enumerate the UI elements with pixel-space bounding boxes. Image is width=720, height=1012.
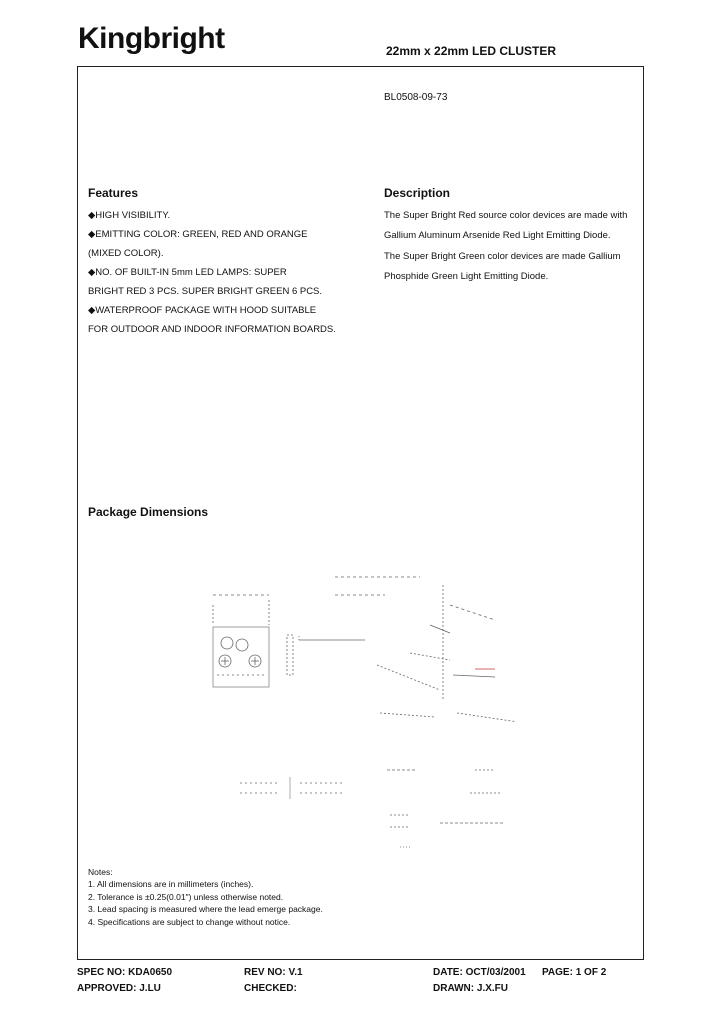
page-value: 1 OF 2 [575,967,607,978]
description-line: Gallium Aluminum Arsenide Red Light Emitting Diode. [384,230,611,241]
feature-line: (MIXED COLOR). [88,248,164,259]
note-item: 3. Lead spacing is measured where the lead emerge package. [88,904,323,915]
note-item: 4. Specifications are subject to change without notice. [88,916,291,927]
description-title: Description [384,186,451,200]
spec-no-label: SPEC NO: [77,967,126,978]
spec-no-value: KDA0650 [128,967,173,978]
checked [244,983,297,994]
spec-no [77,967,172,978]
description-line: The Super Bright Red source color devices are made with [384,210,628,221]
approved [77,983,161,994]
approved-label: APPROVED: [77,983,137,994]
package-dimensions-title: Package Dimensions [88,505,209,519]
rev-no-label: REV NO: [244,967,286,978]
date [433,967,526,978]
notes [88,866,323,928]
rev-no [244,967,303,978]
note-item: 2. Tolerance is ±0.25(0.01") unless otherwise noted. [88,891,284,902]
note-item: 1. All dimensions are in millimeters (inches). [88,879,254,890]
rev-no-value: V.1 [288,967,303,978]
notes-title: Notes: [88,867,113,877]
description-line: Phosphide Green Light Emitting Diode. [384,271,549,282]
feature-line: ◆HIGH VISIBILITY. [88,210,171,221]
feature-line: ◆NO. OF BUILT-IN 5mm LED LAMPS: SUPER [88,267,287,278]
approved-value: J.LU [139,983,161,994]
feature-line: FOR OUTDOOR AND INDOOR INFORMATION BOARDS. [88,324,336,335]
date-label: DATE: [433,967,463,978]
feature-line: BRIGHT RED 3 PCS. SUPER BRIGHT GREEN 6 PCS. [88,286,323,297]
drawn-label: DRAWN: [433,983,475,994]
date-value: OCT/03/2001 [465,967,526,978]
description-line: The Super Bright Green color devices are made Gallium [384,251,621,262]
feature-line: ◆EMITTING COLOR: GREEN, RED AND ORANGE [88,229,308,240]
part-number: BL0508-09-73 [384,92,448,103]
features-title: Features [88,186,139,200]
kingbright-logo: Kingbright [78,22,225,55]
page-label: PAGE: [542,967,573,978]
page-indicator [542,967,606,978]
feature-line: ◆WATERPROOF PACKAGE WITH HOOD SUITABLE [88,305,317,316]
package-dimensions-drawing [195,565,515,855]
checked-label: CHECKED: [244,983,297,994]
drawn-value: J.X.FU [476,983,509,994]
document-title: 22mm x 22mm LED CLUSTER [386,44,557,58]
drawn [433,983,508,994]
